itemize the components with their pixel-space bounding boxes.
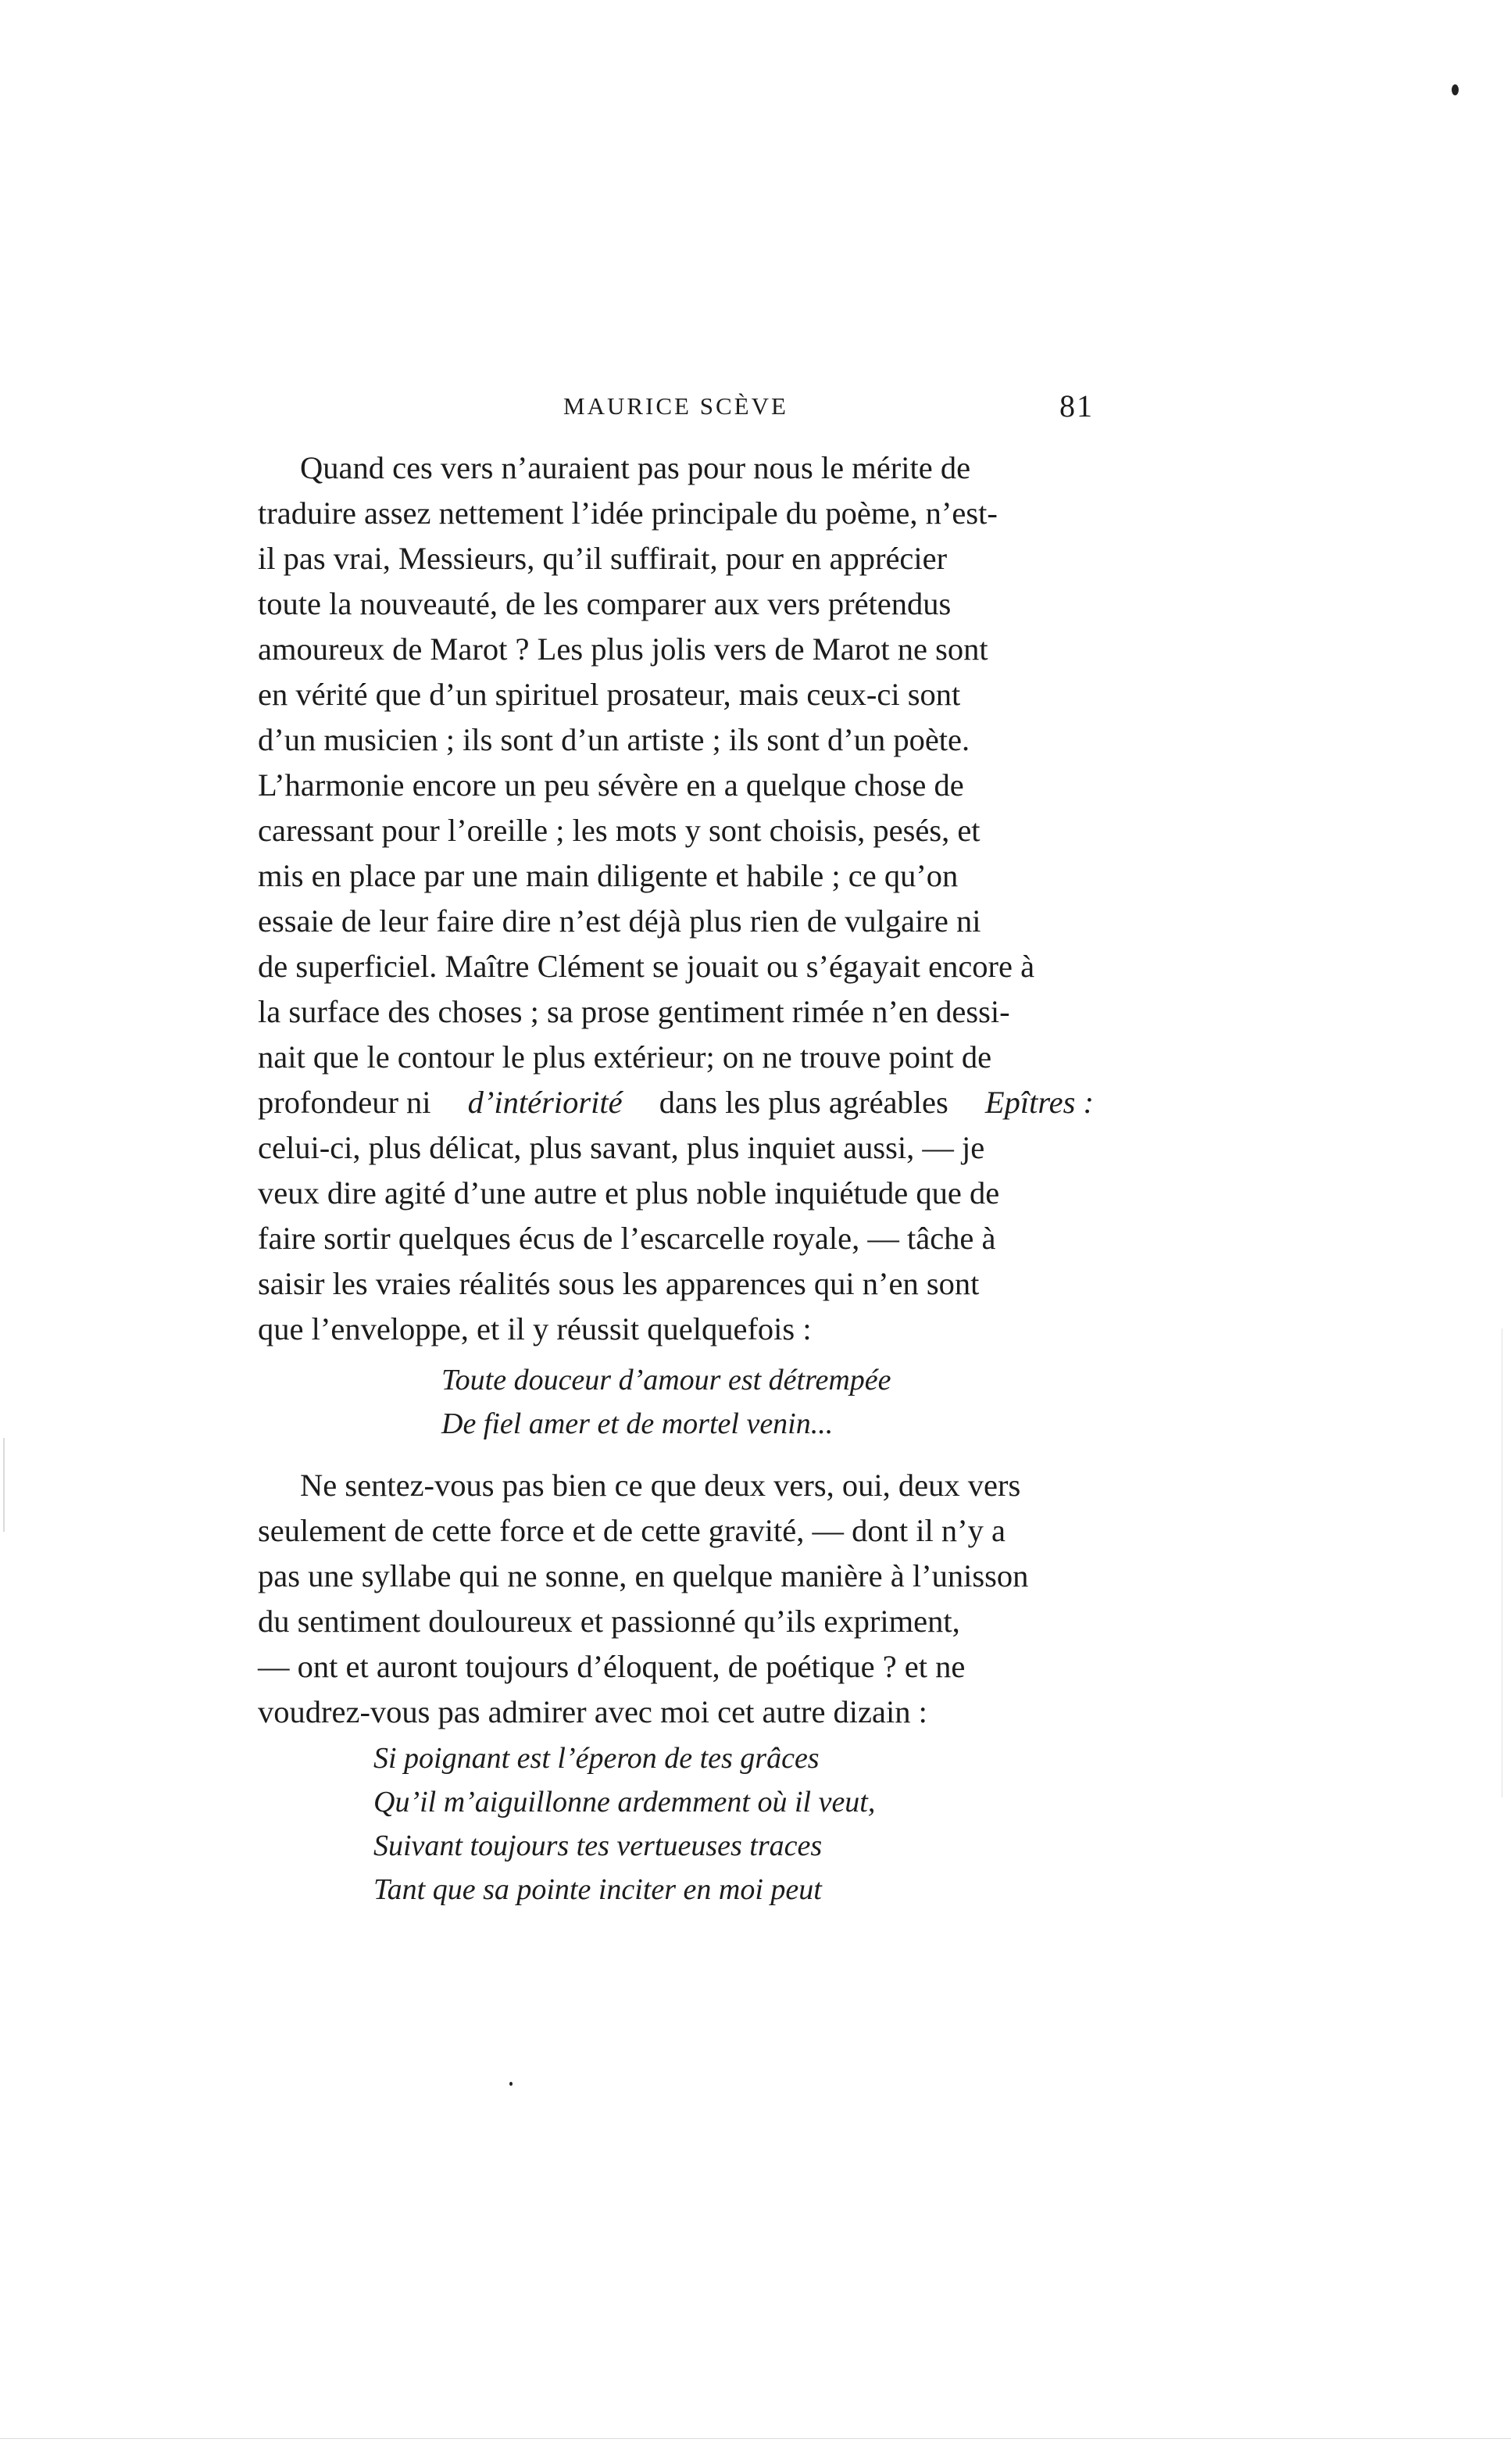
- text-line: [258, 1080, 1094, 1125]
- text-line: Quand ces vers n’auraient pas pour nous le mérite de: [300, 450, 971, 485]
- page-header: [258, 388, 1094, 435]
- text-line: seulement de cette force et de cette gravité, — dont il n’y a: [258, 1513, 1006, 1548]
- text-line: de superficiel. Maître Clément se jouait ou s’égayait encore à: [258, 949, 1035, 984]
- text-line: nait que le contour le plus extérieur; on ne trouve point de: [258, 1039, 992, 1075]
- body-text: [258, 445, 1094, 1911]
- text-line: voudrez-vous pas admirer avec moi cet autre dizain :: [258, 1694, 927, 1729]
- text-line: Ne sentez-vous pas bien ce que deux vers, oui, deux vers: [300, 1468, 1021, 1503]
- running-head: MAURICE SCÈVE: [563, 392, 788, 420]
- text-line: veux dire agité d’une autre et plus noble inquiétude que de: [258, 1175, 1000, 1211]
- verse-line: Toute douceur d’amour est détrempée: [441, 1364, 891, 1397]
- text-line: la surface des choses ; sa prose gentiment rimée n’en dessi-: [258, 994, 1010, 1029]
- text-line: il pas vrai, Messieurs, qu’il suffirait, pour en apprécier: [258, 541, 948, 576]
- italic-title: Epîtres :: [984, 1085, 1094, 1120]
- page-number: 81: [1059, 388, 1094, 424]
- text-line: du sentiment douloureux et passionné qu’ils expriment,: [258, 1604, 960, 1639]
- verse-line: Suivant toujours tes vertueuses traces: [373, 1829, 823, 1862]
- scan-speck: [1452, 84, 1459, 95]
- text-line: celui-ci, plus délicat, plus savant, plus inquiet aussi, — je: [258, 1130, 985, 1165]
- text-segment: dans les plus agréables: [659, 1085, 948, 1120]
- text-line: d’un musicien ; ils sont d’un artiste ; ils sont d’un poète.: [258, 722, 970, 757]
- verse-line: Si poignant est l’éperon de tes grâces: [373, 1742, 820, 1775]
- text-segment: profondeur ni: [258, 1085, 431, 1120]
- scan-edge: [0, 2438, 1511, 2439]
- verse-quote: [258, 1736, 1094, 1911]
- text-line: toute la nouveauté, de les comparer aux vers prétendus: [258, 586, 952, 621]
- verse-line: Tant que sa pointe inciter en moi peut: [373, 1873, 822, 1906]
- text-line: L’harmonie encore un peu sévère en a quelque chose de: [258, 767, 964, 803]
- text-line: mis en place par une main diligente et habile ; ce qu’on: [258, 858, 959, 893]
- text-line: — ont et auront toujours d’éloquent, de poétique ? et ne: [258, 1649, 966, 1684]
- text-line: traduire assez nettement l’idée principale du poème, n’est-: [258, 495, 998, 531]
- text-line: faire sortir quelques écus de l’escarcelle royale, — tâche à: [258, 1221, 996, 1256]
- text-line: amoureux de Marot ? Les plus jolis vers de Marot ne sont: [258, 631, 988, 667]
- text-line: en vérité que d’un spirituel prosateur, mais ceux-ci sont: [258, 677, 961, 712]
- text-line: que l’enveloppe, et il y réussit quelquefois :: [258, 1311, 812, 1346]
- verse-quote: [258, 1358, 1094, 1446]
- text-line: essaie de leur faire dire n’est déjà plus rien de vulgaire ni: [258, 903, 981, 939]
- scan-speck: [509, 2082, 513, 2086]
- scan-edge: [3, 1438, 5, 1532]
- text-line: pas une syllabe qui ne sonne, en quelque manière à l’unisson: [258, 1558, 1029, 1593]
- text-line: caressant pour l’oreille ; les mots y sont choisis, pesés, et: [258, 813, 981, 848]
- text-line: saisir les vraies réalités sous les apparences qui n’en sont: [258, 1266, 980, 1301]
- italic-term: d’intériorité: [467, 1085, 623, 1120]
- verse-line: De fiel amer et de mortel venin...: [441, 1407, 834, 1440]
- verse-line: Qu’il m’aiguillonne ardemment où il veut,: [373, 1786, 876, 1818]
